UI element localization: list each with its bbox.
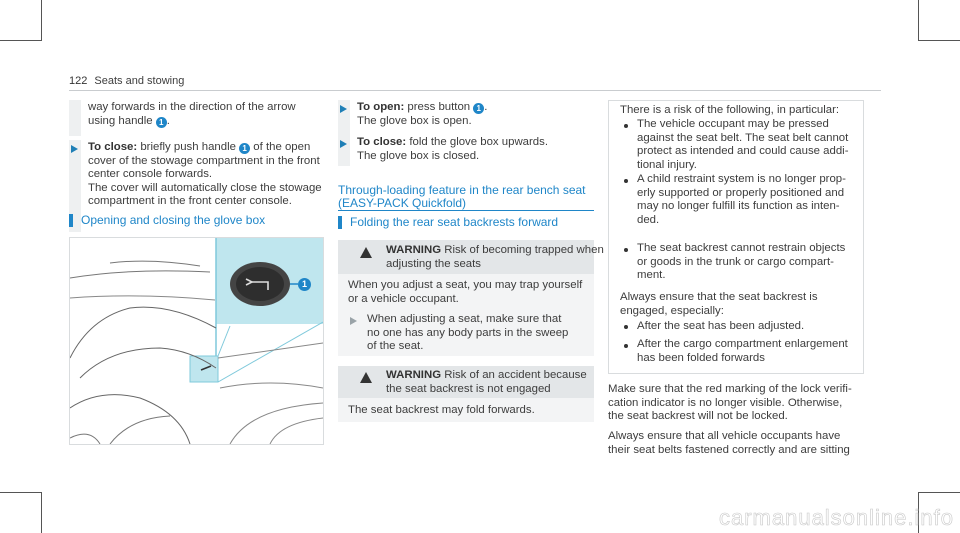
text-line: may no longer fulfill its function as inten- <box>637 200 840 213</box>
text-line: The seat backrest cannot restrain objects <box>637 242 846 254</box>
bullet-item <box>637 173 846 227</box>
text-line <box>386 369 587 383</box>
text-line: Always ensure that all vehicle occupants have <box>608 430 841 442</box>
warning-icon <box>360 247 372 258</box>
step-arrow-icon <box>350 317 357 325</box>
text-line: cation indicator is no longer visible. Otherwise, <box>608 396 843 409</box>
heading-marker <box>338 216 342 229</box>
text-line: way forwards in the direction of the arrow <box>88 101 296 113</box>
warning-step <box>367 313 568 354</box>
bullet-icon <box>624 124 628 128</box>
text-line: The cover will automatically close the stowage <box>88 181 322 194</box>
text-span: Risk of an accident because <box>444 369 587 381</box>
bullet-icon <box>624 344 628 348</box>
always-ensure <box>620 291 818 318</box>
text-line: their seat belts fastened correctly and are sitting <box>608 443 850 456</box>
section-rule <box>338 210 594 211</box>
text-line: engaged, especially: <box>620 304 724 317</box>
warning-heading <box>386 369 587 396</box>
text-line: The glove box is closed. <box>357 149 480 162</box>
text-line: the seat backrest is not engaged <box>386 382 551 395</box>
text-line: the seat backrest will not be locked. <box>608 410 788 423</box>
warning-body <box>348 279 582 306</box>
close-step <box>357 136 548 163</box>
text-line: erly supported or properly positioned and <box>637 186 845 199</box>
text-span: of the open <box>253 141 311 153</box>
step-bar <box>69 100 81 136</box>
heading-marker <box>69 214 73 227</box>
text-line: or a vehicle occupant. <box>348 292 459 305</box>
subheading: Folding the rear seat backrests forward <box>350 215 559 229</box>
text-span: Risk of becoming trapped when <box>444 244 604 256</box>
text-line <box>357 136 548 150</box>
crop-mark <box>41 492 42 533</box>
crop-mark <box>0 40 42 41</box>
text-line: ment. <box>637 269 666 282</box>
text-line: To open: press button 1 . <box>357 101 488 113</box>
text-span: fold the glove box upwards. <box>409 136 549 148</box>
text-line: adjusting the seats <box>386 257 481 270</box>
text-line: tional injury. <box>637 158 697 171</box>
step-arrow-icon <box>340 105 347 113</box>
intro-text <box>88 101 296 128</box>
text-line: ded. <box>637 213 660 226</box>
text-line: using handle 1 . <box>88 114 170 127</box>
text-line: center console forwards. <box>88 168 213 181</box>
title-line: Through-loading feature in the rear bench seat <box>338 183 586 197</box>
text-line: no one has any body parts in the sweep <box>367 326 569 339</box>
close-step <box>88 141 328 209</box>
bullet-item <box>637 320 804 334</box>
crop-mark <box>918 0 919 41</box>
crop-mark <box>918 40 960 41</box>
text-line: After the cargo compartment enlargement <box>637 338 848 350</box>
text-line: compartment in the front center console. <box>88 195 292 208</box>
bullet-icon <box>624 179 628 183</box>
bullet-item <box>637 118 849 172</box>
header-rule <box>69 90 881 91</box>
section-title <box>338 184 586 210</box>
callout-1-icon: 1 <box>156 117 167 128</box>
step-arrow-icon <box>340 140 347 148</box>
bullet-item <box>637 242 845 283</box>
text-line: cover of the stowage compartment in the front <box>88 154 320 167</box>
text-span: using handle <box>88 114 153 127</box>
crop-mark <box>41 0 42 41</box>
step-label: To open: <box>357 101 405 113</box>
watermark: carmanualsonline.info <box>718 505 954 530</box>
title-line: (EASY-PACK Quickfold) <box>338 196 467 210</box>
warning-heading <box>386 244 604 271</box>
text-line: Make sure that the red marking of the lock verifi- <box>608 383 852 395</box>
text-line: The glove box is open. <box>357 114 472 127</box>
glovebox-illustration <box>69 237 324 445</box>
text-line: When you adjust a seat, you may trap yourself <box>348 279 583 291</box>
text-line <box>386 244 604 258</box>
open-step <box>357 101 487 128</box>
warning-icon <box>360 372 372 383</box>
step-label: To close: <box>357 136 407 148</box>
crop-mark <box>0 492 42 493</box>
step-label: To close: <box>88 141 138 153</box>
text-line: protect as intended and could cause addi- <box>637 145 849 158</box>
warning-label: WARNING <box>386 369 442 381</box>
text-line: A child restraint system is no longer prop- <box>637 173 846 185</box>
callout-1-icon: 1 <box>473 103 484 114</box>
text-line: When adjusting a seat, make sure that <box>367 313 562 325</box>
text-line: Always ensure that the seat backrest is <box>620 291 818 303</box>
text-line: has been folded forwards <box>637 351 765 364</box>
bullet-icon <box>624 248 628 252</box>
text-line: After the seat has been adjusted. <box>637 320 805 332</box>
bullet-item <box>637 338 848 365</box>
step-arrow-icon <box>71 145 78 153</box>
page-number: 122 <box>69 75 88 87</box>
dashboard-drawing <box>70 238 323 444</box>
lock-paragraph <box>608 383 852 424</box>
text-line <box>88 141 328 155</box>
text-span: briefly push handle <box>140 141 236 153</box>
callout-1-icon: 1 <box>298 278 311 291</box>
text-line: against the seat belt. The seat belt cannot <box>637 131 849 144</box>
section-title: Seats and stowing <box>94 75 185 87</box>
text-line: of the seat. <box>367 340 424 353</box>
box-intro: There is a risk of the following, in particular: <box>620 104 840 116</box>
callout-1-icon: 1 <box>239 143 250 154</box>
text-line: or goods in the trunk or cargo compart- <box>637 255 834 268</box>
text-span: press button <box>407 101 471 113</box>
seatbelt-paragraph <box>608 430 850 457</box>
warning-label: WARNING <box>386 244 442 256</box>
text-line: The vehicle occupant may be pressed <box>637 118 829 130</box>
page-header <box>69 75 184 89</box>
crop-mark <box>918 492 960 493</box>
warning-body: The seat backrest may fold forwards. <box>348 404 535 416</box>
bullet-icon <box>624 325 628 329</box>
section-heading: Opening and closing the glove box <box>81 213 266 227</box>
